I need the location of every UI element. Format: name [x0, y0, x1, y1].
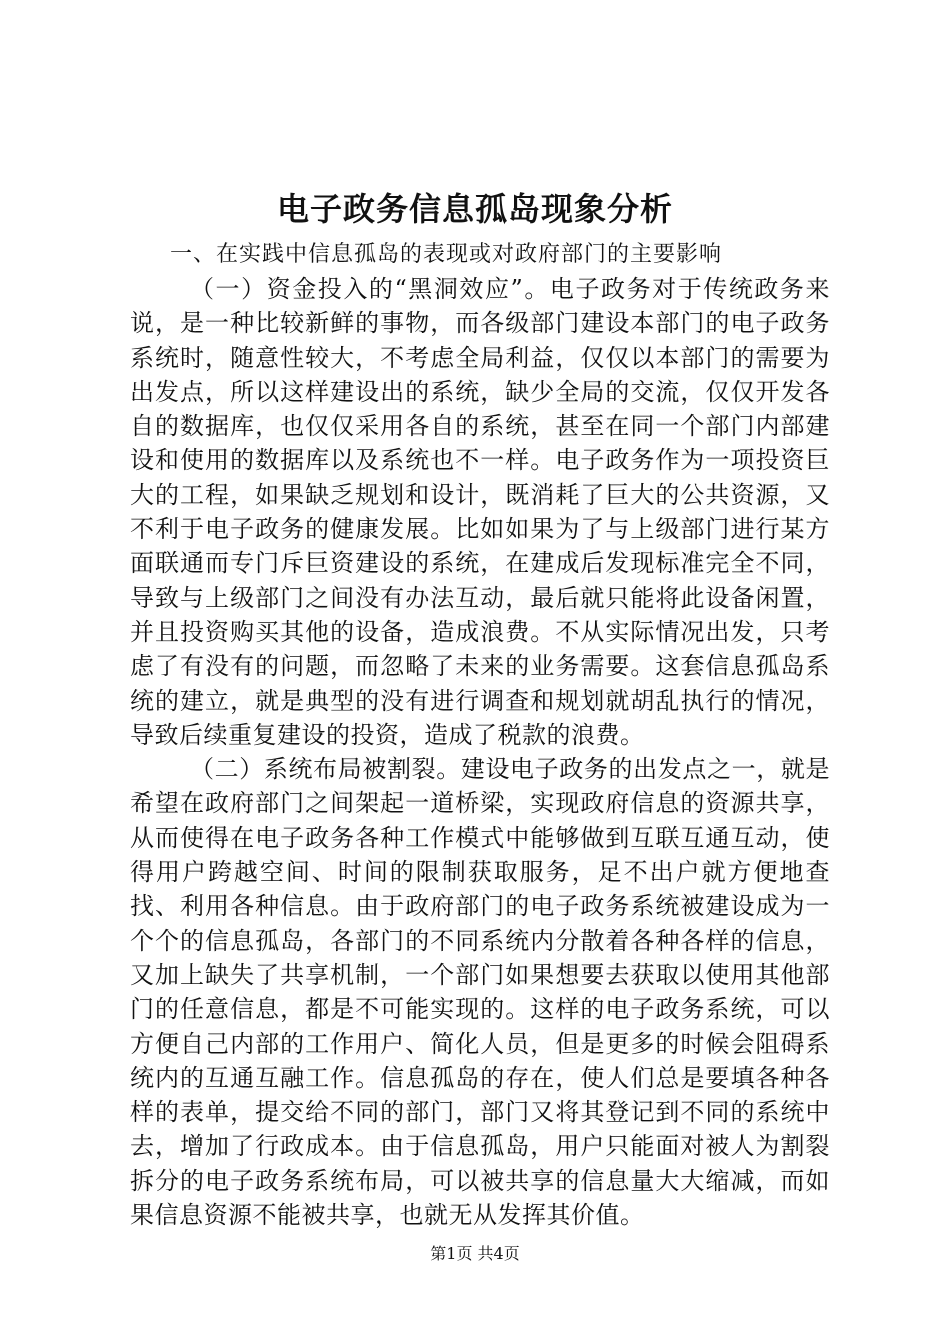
paragraph-funding: （一）资金投入的“黑洞效应”。电子政务对于传统政务来说，是一种比较新鲜的事物，而各级部门建设本部门的电子政务系统时，随意性较大，不考虑全局利益，仅仅以本部门的需要为出发点，所以这样建设出的系统，缺少全局的交流，仅仅开发各自的数据库，也仅仅采用各自的系统，甚至在同一个部门内部建设和使用的数据库以及系统也不一样。电子政务作为一项投资巨大的工程，如果缺乏规划和设计，既消耗了巨大的公共资源，又不利于电子政务的健康发展。比如如果为了与上级部门进行某方面联通而专门斥巨资建设的系统，在建成后发现标准完全不同，导致与上级部门之间没有办法互动，最后就只能将此设备闲置，并且投资购买其他的设备，造成浪费。不从实际情况出发，只考虑了有没有的问题，而忽略了未来的业务需要。这套信息孤岛系统的建立，就是典型的没有进行调查和规划就胡乱执行的情况，导致后续重复建设的投资，造成了税款的浪费。	[130, 275, 830, 749]
document-body	[130, 238, 830, 1232]
document-title: 电子政务信息孤岛现象分析	[276, 190, 673, 228]
paragraph-layout: （二）系统布局被割裂。建设电子政务的出发点之一，就是希望在政府部门之间架起一道桥梁，实现政府信息的资源共享，从而使得在电子政务各种工作模式中能够做到互联互通互动，使得用户跨越空间、时间的限制获取服务，足不出户就方便地查找、利用各种信息。由于政府部门的电子政务系统被建设成为一个个的信息孤岛，各部门的不同系统内分散着各种各样的信息，又加上缺失了共享机制，一个部门如果想要去获取以使用其他部门的任意信息，都是不可能实现的。这样的电子政务系统，可以方便自己内部的工作用户、简化人员，但是更多的时候会阻碍系统内的互通互融工作。信息孤岛的存在，使人们总是要填各种各样的表单，提交给不同的部门，部门又将其登记到不同的系统中去，增加了行政成本。由于信息孤岛，用户只能面对被人为割裂拆分的电子政务系统布局，可以被共享的信息量大大缩减，而如果信息资源不能被共享，也就无从发挥其价值。	[130, 755, 830, 1230]
page-footer: 第1页 共4页	[430, 1244, 520, 1263]
section-heading: 一、在实践中信息孤岛的表现或对政府部门的主要影响	[170, 242, 723, 267]
